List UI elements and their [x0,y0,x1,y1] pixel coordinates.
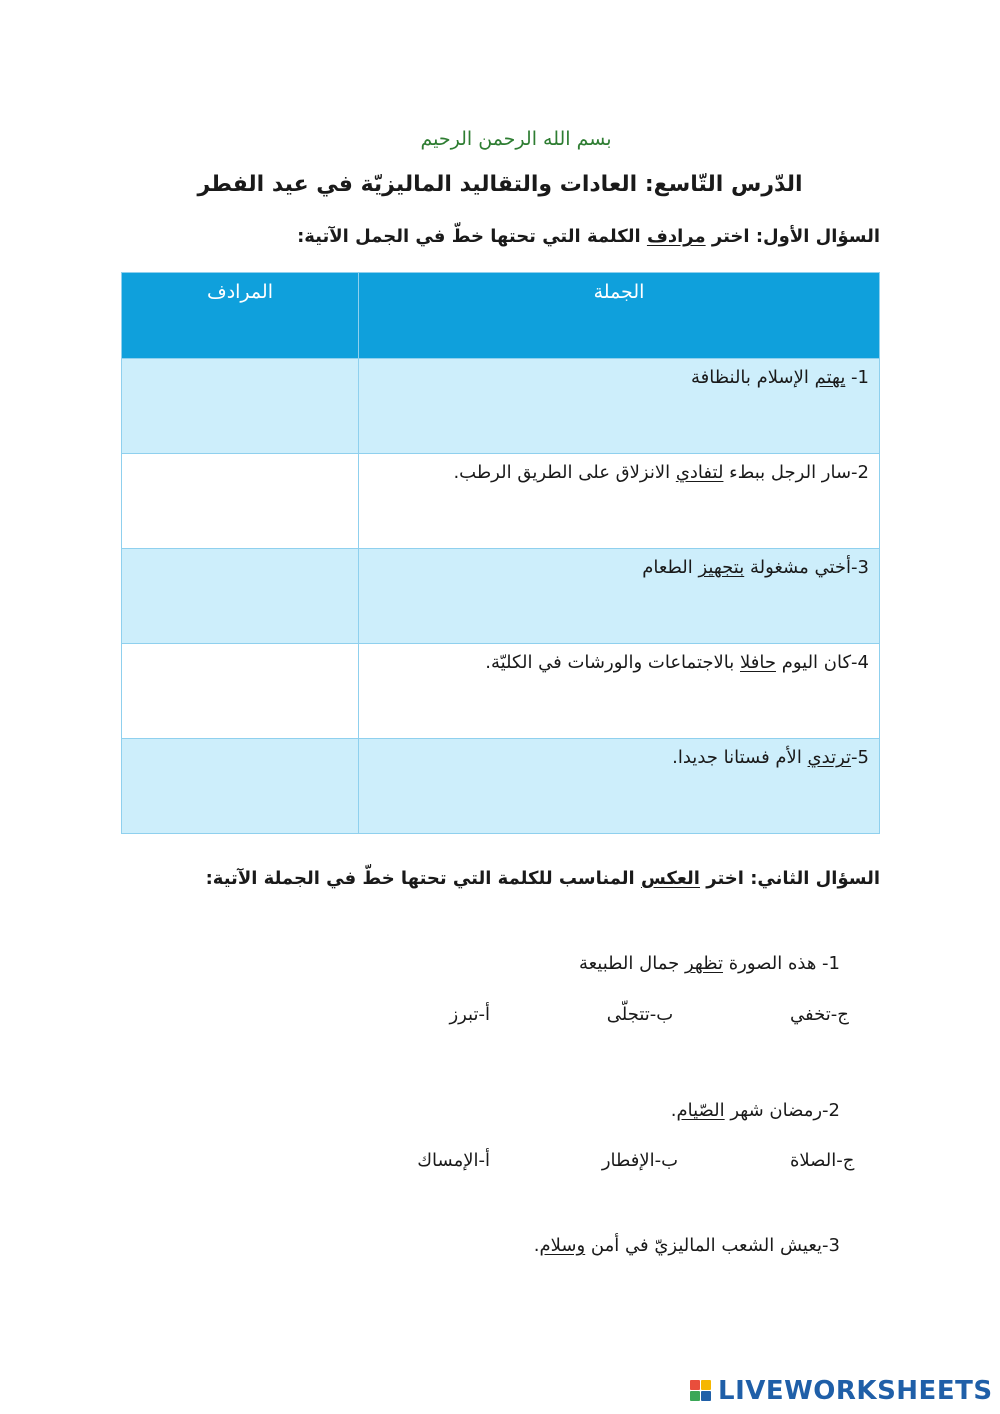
option-b[interactable]: ب-الإفطار [601,1150,679,1171]
option-a[interactable]: أ-تبرز [449,1004,490,1025]
logo-text: LIVEWORKSHEETS [718,1376,993,1406]
synonym-answer-cell[interactable] [122,549,359,644]
basmala: بسم الله الرحمن الرحيم [420,128,612,150]
table-row [122,454,880,549]
synonym-answer-cell[interactable] [122,739,359,834]
question2-options-1 [410,1004,870,1025]
sentence-cell: 2-سار الرجل ببطء لتفادي الانزلاق على الطريق الرطب. [359,454,880,549]
table-row [122,644,880,739]
question2-prompt: السؤال الثاني: اختر العكس المناسب للكلمة التي تحتها خطّ في الجملة الآتية: [205,868,880,889]
synonym-answer-cell[interactable] [122,644,359,739]
column-header-sentence: الجملة [359,273,880,359]
sentence-cell: 3-أختي مشغولة بتجهيز الطعام [359,549,880,644]
logo-icon [690,1380,712,1402]
question2-item-3: 3-يعيش الشعب الماليزيّ في أمن وسلام. [533,1235,840,1256]
question2-item-2: 2-رمضان شهر الصّيام. [670,1100,840,1121]
question2-item-1: 1- هذه الصورة تظهر جمال الطبيعة [578,953,840,974]
lesson-title: الدّرس التّاسع: العادات والتقاليد الماليزيّة في عيد الفطر [197,172,803,197]
synonym-answer-cell[interactable] [122,454,359,549]
sentence-cell: 5-ترتدي الأم فستانا جديدا. [359,739,880,834]
underlined-keyword: العكس [640,868,700,889]
underlined-keyword: مرادف [646,226,706,247]
synonym-answer-cell[interactable] [122,359,359,454]
synonym-table [121,272,880,834]
table-row [122,549,880,644]
option-c[interactable]: ج-تخفي [790,1004,849,1025]
liveworksheets-logo [690,1376,993,1406]
question1-prompt: السؤال الأول: اختر مرادف الكلمة التي تحتها خطّ في الجمل الآتية: [297,226,880,247]
column-header-synonym: المرادف [122,273,359,359]
table-row [122,739,880,834]
sentence-cell: 4-كان اليوم حافلا بالاجتماعات والورشات في الكليّة. [359,644,880,739]
question2-options-2 [410,1150,870,1171]
sentence-cell: 1- يهتم الإسلام بالنظافة [359,359,880,454]
option-a[interactable]: أ-الإمساك [417,1150,490,1171]
option-c[interactable]: ج-الصلاة [790,1150,855,1171]
table-row [122,359,880,454]
option-b[interactable]: ب-تتجلّى [606,1004,674,1025]
